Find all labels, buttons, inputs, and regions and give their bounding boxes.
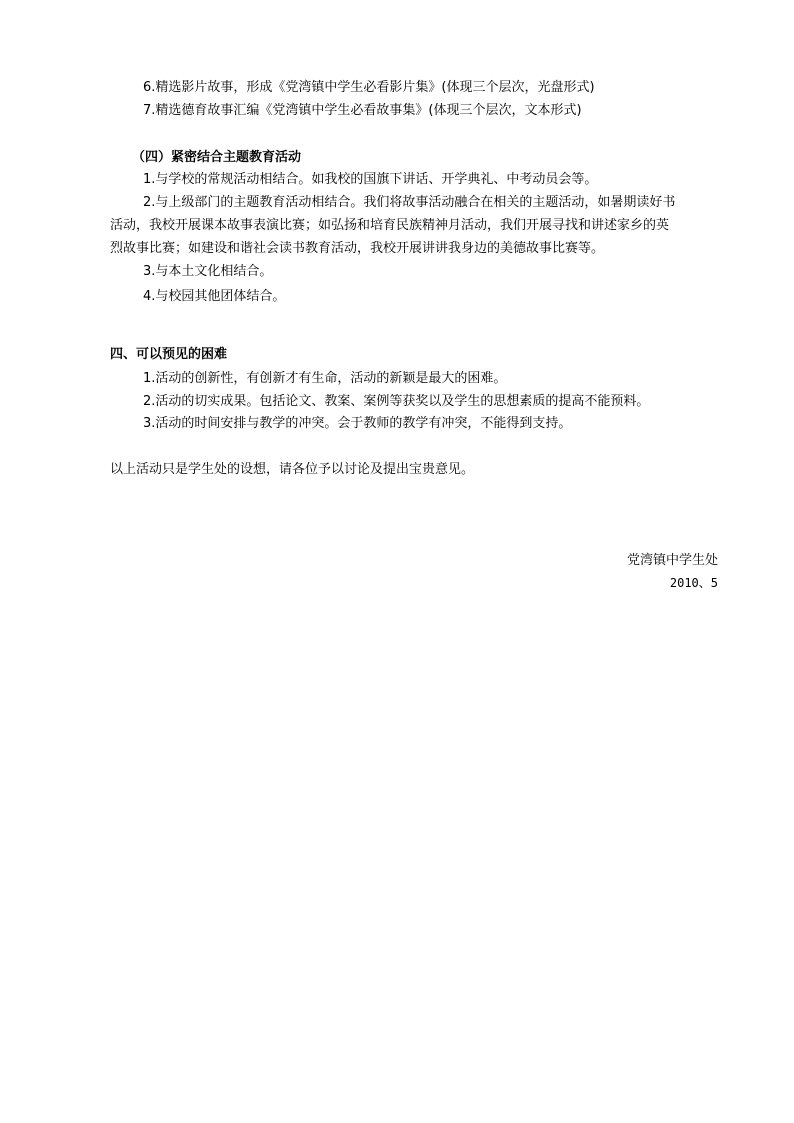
list-item-2-continued: 烈故事比赛；如建设和谐社会读书教育活动，我校开展讲讲我身边的美德故事比赛等。 (110, 241, 605, 256)
list-item-1: 1.与学校的常规活动相结合。如我校的国旗下讲话、开学典礼、中考动员会等。 (143, 172, 598, 187)
list-item-6: 6.精选影片故事，形成《党湾镇中学生必看影片集》(体现三个层次，光盘形式) (143, 80, 595, 95)
list-item-1: 1.活动的创新性，有创新才有生命，活动的新颖是最大的困难。 (143, 371, 507, 386)
list-item-3: 3.与本土文化相结合。 (143, 264, 273, 279)
signature-organization: 党湾镇中学生处 (626, 553, 718, 568)
subsection-heading: （四）紧密结合主题教育活动 (132, 150, 302, 165)
list-item-2: 2.与上级部门的主题教育活动相结合。我们将故事活动融合在相关的主题活动，如暑期读好书 (143, 195, 676, 210)
closing-paragraph: 以上活动只是学生处的设想，请各位予以讨论及提出宝贵意见。 (110, 462, 475, 477)
list-item-2-continued: 活动，我校开展课本故事表演比赛；如弘扬和培育民族精神月活动，我们开展寻找和讲述家乡的英 (110, 218, 670, 233)
signature-date: 2010、5 (669, 576, 718, 590)
list-item-2: 2.活动的切实成果。包括论文、教案、案例等获奖以及学生的思想素质的提高不能预料。 (143, 394, 650, 409)
list-item-3: 3.活动的时间安排与教学的冲突。会于教师的教学有冲突，不能得到支持。 (143, 416, 572, 431)
section-heading: 四、可以预见的困难 (110, 347, 228, 362)
list-item-7: 7.精选德育故事汇编《党湾镇中学生必看故事集》(体现三个层次，文本形式) (143, 103, 582, 118)
list-item-4: 4.与校园其他团体结合。 (143, 289, 286, 304)
